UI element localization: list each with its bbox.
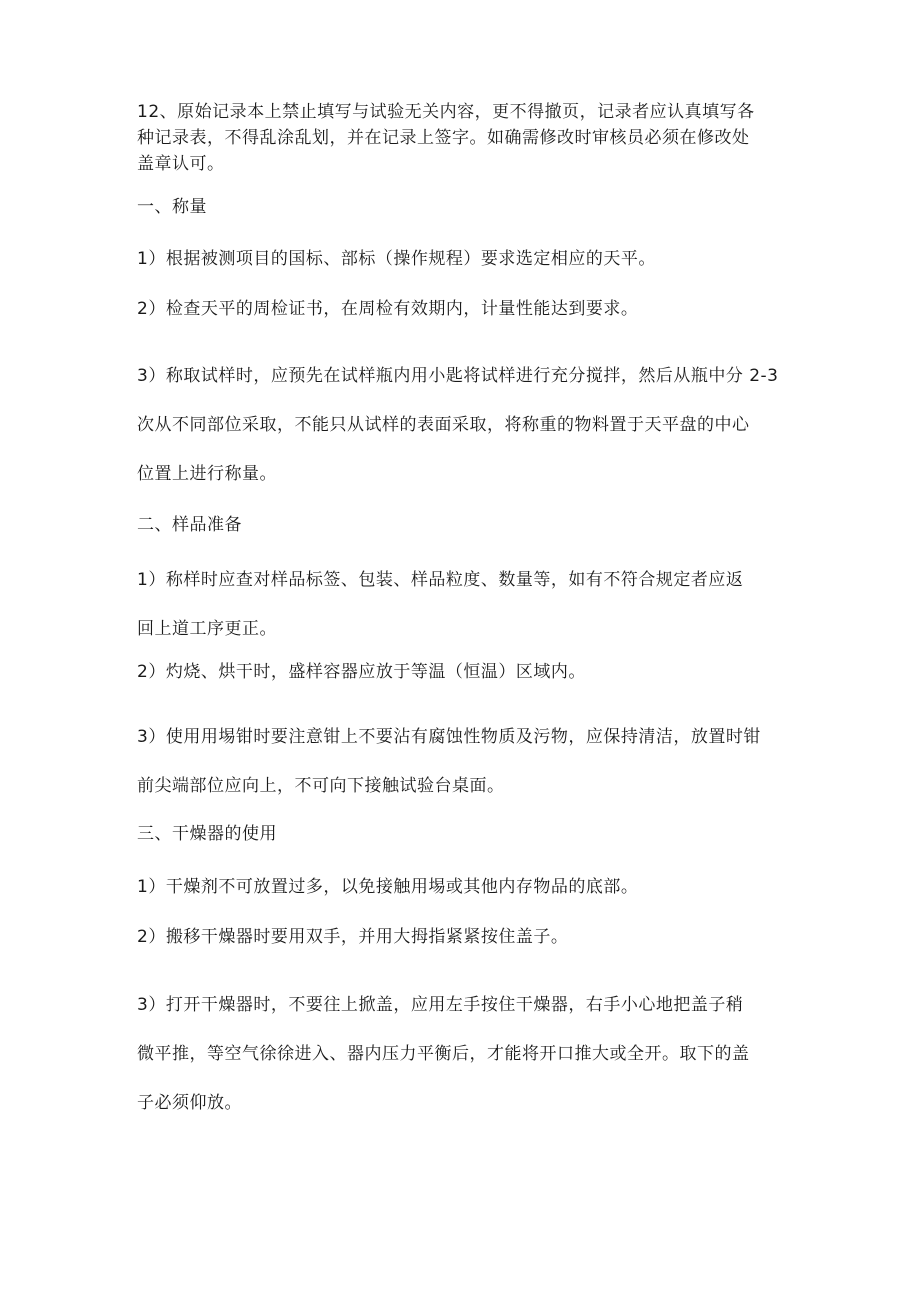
weighing-item-1: 1）根据被测项目的国标、部标（操作规程）要求选定相应的天平。: [137, 249, 656, 269]
sample-prep-item-1: [137, 556, 797, 654]
desiccator-item-2: 2）搬移干燥器时要用双手，并用大拇指紧紧按住盖子。: [137, 927, 569, 947]
text-line: 种记录表，不得乱涂乱划，并在记录上签字。如确需修改时审核员必须在修改处: [137, 128, 750, 148]
text-line: 盖章认可。: [137, 154, 225, 174]
text-line: 微平推，等空气徐徐进入、器内压力平衡后，才能将开口推大或全开。取下的盖: [137, 1044, 750, 1064]
section-heading-weighing: 一、称量: [137, 197, 207, 217]
text-line: 1）称样时应查对样品标签、包装、样品粒度、数量等，如有不符合规定者应返: [137, 570, 744, 590]
text-line: 次从不同部位采取，不能只从试样的表面采取，将称重的物料置于天平盘的中心: [137, 415, 750, 435]
sample-prep-item-2: 2）灼烧、烘干时，盛样容器应放于等温（恒温）区域内。: [137, 662, 586, 682]
text-line: 前尖端部位应向上，不可向下接触试验台桌面。: [137, 776, 505, 796]
desiccator-item-3: [137, 981, 797, 1128]
rule-12-paragraph: [137, 99, 797, 177]
text-line: 3）使用用埸钳时要注意钳上不要沾有腐蚀性物质及污物，应保持清洁，放置时钳: [137, 727, 761, 747]
text-line: 3）打开干燥器时，不要往上掀盖，应用左手按住干燥器，右手小心地把盖子稍: [137, 995, 744, 1015]
weighing-item-3: [137, 352, 797, 499]
section-heading-sample-prep: 二、样品准备: [137, 515, 242, 535]
text-line: 3）称取试样时，应预先在试样瓶内用小匙将试样进行充分搅拌，然后从瓶中分 2-3: [137, 366, 779, 386]
desiccator-item-1: 1）干燥剂不可放置过多，以免接触用埸或其他内存物品的底部。: [137, 877, 639, 897]
text-line: 12、原始记录本上禁止填写与试验无关内容，更不得撤页，记录者应认真填写各: [137, 102, 755, 122]
weighing-item-2: 2）检查天平的周检证书，在周检有效期内，计量性能达到要求。: [137, 299, 639, 319]
sample-prep-item-3: [137, 713, 797, 811]
text-line: 子必须仰放。: [137, 1093, 242, 1113]
text-line: 位置上进行称量。: [137, 464, 277, 484]
section-heading-desiccator: 三、干燥器的使用: [137, 824, 277, 844]
text-line: 回上道工序更正。: [137, 619, 277, 639]
